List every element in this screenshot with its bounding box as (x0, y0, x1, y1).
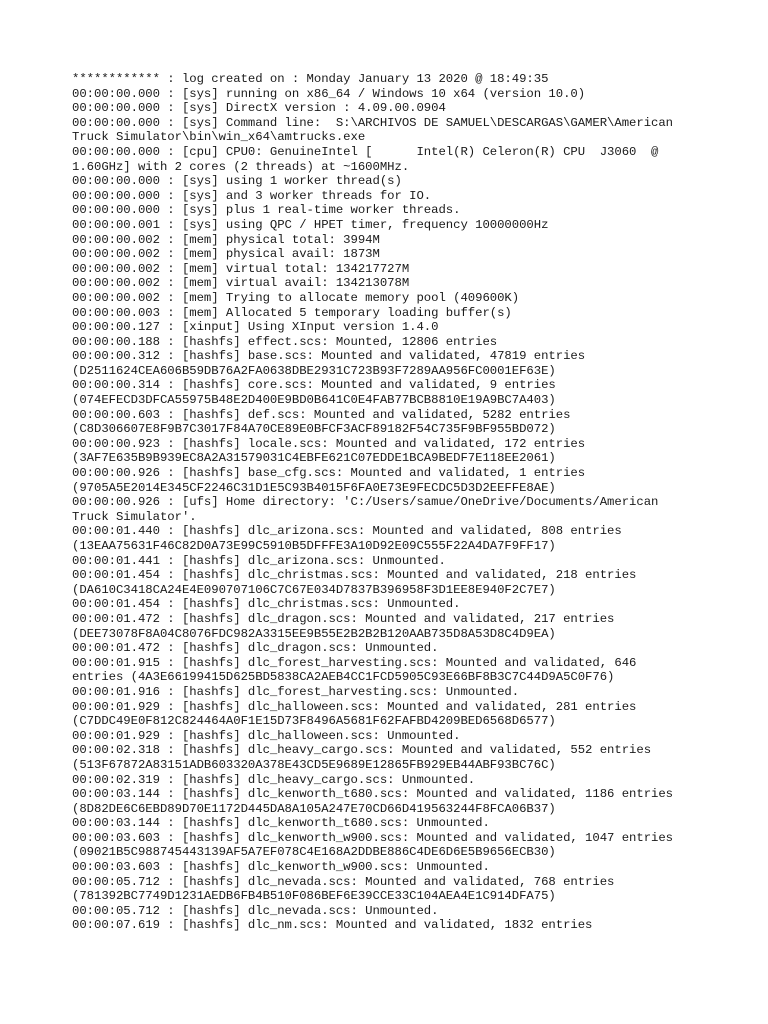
log-line: 00:00:00.002 : [mem] physical total: 3994M (72, 232, 380, 247)
log-line: (D2511624CEA606B59DB76A2FA0638DBE2931C723B93F7289AA956FC0001EF63E) (72, 363, 556, 378)
log-line: 00:00:02.318 : [hashfs] dlc_heavy_cargo.scs: Mounted and validated, 552 entries (72, 743, 652, 758)
log-line: 00:00:00.000 : [sys] using 1 worker thread(s) (72, 174, 402, 189)
log-line: (13EAA75631F46C82D0A73E99C5910B5DFFFE3A10D92E09C555F22A4DA7F9FF17) (72, 539, 556, 553)
log-line: 00:00:00.000 : [sys] and 3 worker threads for IO. (72, 188, 432, 203)
log-line: entries (4A3E66199415D625BD5838CA2AEB4CC1FCD5905C93E66BF8B3C7C44D9A5C0F76) (72, 670, 615, 685)
log-line: 00:00:03.603 : [hashfs] dlc_kenworth_w900.scs: Unmounted. (72, 860, 490, 875)
log-line: 00:00:00.603 : [hashfs] def.scs: Mounted and validated, 5282 entries (72, 407, 571, 422)
log-line: 00:00:03.603 : [hashfs] dlc_kenworth_w900.scs: Mounted and validated, 1047 entries (72, 830, 674, 845)
log-line: 00:00:01.929 : [hashfs] dlc_halloween.scs: Mounted and validated, 281 entries (72, 699, 637, 714)
log-line: 00:00:03.144 : [hashfs] dlc_kenworth_t680.scs: Unmounted. (72, 816, 490, 831)
log-line: 00:00:05.712 : [hashfs] dlc_nevada.scs: Mounted and validated, 768 entries (72, 874, 615, 889)
log-line: (DEE73078F8A04C8076FDC982A3315EE9B55E2B2B2B120AAB735D8A53D8C4D9EA) (72, 626, 556, 641)
log-line: (9705A5E2014E345CF2246C31D1E5C93B4015F6FA0E73E9FECDC5D3D2EEFFE8AE) (72, 480, 556, 495)
log-line: 00:00:00.000 : [sys] Command line: S:\ARCHIVOS DE SAMUEL\DESCARGAS\GAMER\American (72, 115, 674, 130)
log-line: 00:00:00.312 : [hashfs] base.scs: Mounted and validated, 47819 entries (72, 349, 586, 364)
log-document (72, 72, 702, 933)
log-line: 00:00:07.619 : [hashfs] dlc_nm.scs: Mounted and validated, 1832 entries (72, 918, 593, 933)
log-line: 00:00:00.002 : [mem] Trying to allocate memory pool (409600K) (72, 290, 520, 305)
log-line: Truck Simulator'. (72, 509, 197, 524)
log-line: (3AF7E635B9B939EC8A2A31579031C4EBFE621C07EDDE1BCA9BEDF7E118EE2061) (72, 451, 556, 466)
log-line: 00:00:00.003 : [mem] Allocated 5 temporary loading buffer(s) (72, 305, 512, 320)
log-line: 00:00:01.929 : [hashfs] dlc_halloween.scs: Unmounted. (72, 728, 461, 743)
log-line: (513F67872A83151ADB603320A378E43CD5E9689E12865FB929EB44ABF93BC76C) (72, 757, 556, 772)
log-line: 00:00:01.454 : [hashfs] dlc_christmas.scs: Mounted and validated, 218 entries (72, 568, 637, 583)
log-line: 00:00:00.002 : [mem] virtual total: 134217727M (72, 261, 410, 276)
log-line: 00:00:00.002 : [mem] virtual avail: 134213078M (72, 276, 410, 291)
log-line: Truck Simulator\bin\win_x64\amtrucks.exe (72, 130, 366, 145)
log-line: 00:00:01.916 : [hashfs] dlc_forest_harvesting.scs: Unmounted. (72, 684, 520, 699)
log-line: 00:00:00.127 : [xinput] Using XInput version 1.4.0 (72, 320, 439, 335)
log-line: (09021B5C988745443139AF5A7EF078C4E168A2DDBE886C4DE6D6E5B9656ECB30) (72, 845, 556, 860)
log-line: 00:00:03.144 : [hashfs] dlc_kenworth_t680.scs: Mounted and validated, 1186 entries (72, 787, 674, 802)
log-line: 00:00:00.000 : [sys] running on x86_64 / Windows 10 x64 (version 10.0) (72, 86, 586, 101)
log-line: 00:00:00.001 : [sys] using QPC / HPET timer, frequency 10000000Hz (72, 217, 549, 232)
log-line: ************ : log created on : Monday January 13 2020 @ 18:49:35 (72, 72, 549, 86)
log-line: (DA610C3418CA24E4E090707106C7C67E034D7837B396958F3D1EE8E940F2C7E7) (72, 582, 556, 597)
log-line: 00:00:02.319 : [hashfs] dlc_heavy_cargo.scs: Unmounted. (72, 772, 476, 787)
log-line: 00:00:00.926 : [ufs] Home directory: 'C:/Users/samue/OneDrive/Documents/American (72, 495, 659, 510)
log-line: (8D82DE6C6EBD89D70E1172D445DA8A105A247E70CD66D419563244F8FCA06B37) (72, 801, 556, 816)
log-line: 00:00:00.926 : [hashfs] base_cfg.scs: Mounted and validated, 1 entries (72, 466, 586, 481)
log-line: 00:00:01.441 : [hashfs] dlc_arizona.scs: Unmounted. (72, 553, 446, 568)
log-line: 00:00:01.472 : [hashfs] dlc_dragon.scs: Mounted and validated, 217 entries (72, 611, 615, 626)
log-line: 00:00:00.923 : [hashfs] locale.scs: Mounted and validated, 172 entries (72, 436, 586, 451)
log-line: 00:00:05.712 : [hashfs] dlc_nevada.scs: Unmounted. (72, 903, 439, 918)
log-line: 00:00:01.915 : [hashfs] dlc_forest_harvesting.scs: Mounted and validated, 646 (72, 655, 637, 670)
log-line: (C8D306607E8F9B7C3017F84A70CE89E0BFCF3ACF89182F54C735F9BF955BD072) (72, 422, 556, 437)
log-line: 00:00:00.188 : [hashfs] effect.scs: Mounted, 12806 entries (72, 334, 498, 349)
log-line: 00:00:00.314 : [hashfs] core.scs: Mounted and validated, 9 entries (72, 378, 556, 393)
log-line: (781392BC7749D1231AEDB6FB4B510F086BEF6E39CCE33C104AEA4E1C914DFA75) (72, 889, 556, 904)
log-line: (C7DDC49E0F812C824464A0F1E15D73F8496A5681F62FAFBD4209BED6568D6577) (72, 714, 556, 729)
log-line: 1.60GHz] with 2 cores (2 threads) at ~1600MHz. (72, 159, 410, 174)
log-line: 00:00:00.002 : [mem] physical avail: 1873M (72, 247, 380, 262)
log-line: 00:00:01.472 : [hashfs] dlc_dragon.scs: Unmounted. (72, 641, 439, 656)
log-line: 00:00:00.000 : [sys] plus 1 real-time worker threads. (72, 203, 461, 218)
log-line: 00:00:00.000 : [cpu] CPU0: GenuineIntel [ Intel(R) Celeron(R) CPU J3060 @ (72, 144, 659, 159)
log-line: (074EFECD3DFCA55975B48E2D400E9BD0B641C0E4FAB77BCB8810E19A9BC7A403) (72, 393, 556, 408)
log-line: 00:00:00.000 : [sys] DirectX version : 4.09.00.0904 (72, 101, 446, 116)
log-line: 00:00:01.454 : [hashfs] dlc_christmas.scs: Unmounted. (72, 597, 461, 612)
log-line: 00:00:01.440 : [hashfs] dlc_arizona.scs: Mounted and validated, 808 entries (72, 524, 622, 539)
